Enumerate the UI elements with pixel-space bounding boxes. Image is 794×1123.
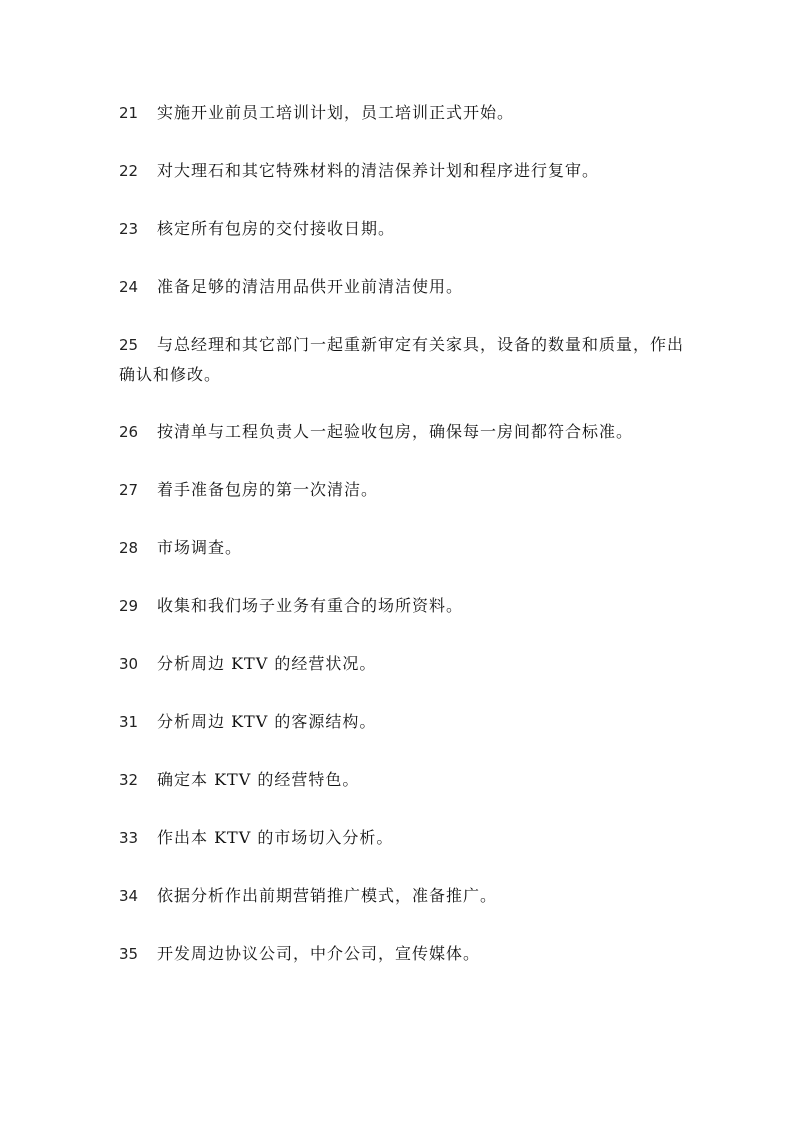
item-number: 29 [119, 597, 139, 615]
list-item [119, 649, 699, 678]
list-item [119, 765, 699, 794]
item-number: 24 [119, 278, 139, 296]
item-number: 33 [119, 829, 139, 847]
list-item [119, 417, 699, 446]
item-number: 32 [119, 771, 139, 789]
item-number: 27 [119, 481, 139, 499]
item-text: 实施开业前员工培训计划，员工培训正式开始。 [157, 103, 515, 122]
item-number: 22 [119, 162, 139, 180]
item-text: 按清单与工程负责人一起验收包房，确保每一房间都符合标准。 [157, 422, 634, 441]
item-text: 市场调查。 [157, 538, 243, 557]
list-item [119, 823, 699, 852]
list-item [119, 475, 699, 504]
list-item [119, 707, 699, 736]
item-number: 23 [119, 220, 139, 238]
list-item [119, 272, 699, 301]
list-item [119, 591, 699, 620]
list-item [119, 98, 699, 127]
list-item [119, 156, 699, 185]
item-number: 35 [119, 945, 139, 963]
item-text: 依据分析作出前期营销推广模式，准备推广。 [157, 886, 498, 905]
list-item [119, 330, 699, 388]
item-text: 对大理石和其它特殊材料的清洁保养计划和程序进行复审。 [157, 161, 600, 180]
item-text: 作出本 KTV 的市场切入分析。 [157, 828, 394, 847]
item-number: 25 [119, 336, 139, 354]
item-number: 30 [119, 655, 139, 673]
item-text: 着手准备包房的第一次清洁。 [157, 480, 379, 499]
item-number: 21 [119, 104, 139, 122]
item-text: 收集和我们场子业务有重合的场所资料。 [157, 596, 464, 615]
item-text: 核定所有包房的交付接收日期。 [157, 219, 396, 238]
item-text: 确定本 KTV 的经营特色。 [157, 770, 360, 789]
item-text: 开发周边协议公司，中介公司，宣传媒体。 [157, 944, 481, 963]
list-item [119, 939, 699, 968]
list-item [119, 214, 699, 243]
item-number: 28 [119, 539, 139, 557]
item-text: 分析周边 KTV 的客源结构。 [157, 712, 377, 731]
list-item [119, 881, 699, 910]
item-number: 31 [119, 713, 139, 731]
item-number: 26 [119, 423, 139, 441]
item-text: 分析周边 KTV 的经营状况。 [157, 654, 377, 673]
item-number: 34 [119, 887, 139, 905]
item-text: 与总经理和其它部门一起重新审定有关家具，设备的数量和质量，作出确认和修改。 [119, 335, 685, 384]
list-item [119, 533, 699, 562]
item-text: 准备足够的清洁用品供开业前清洁使用。 [157, 277, 464, 296]
numbered-list [119, 98, 699, 997]
